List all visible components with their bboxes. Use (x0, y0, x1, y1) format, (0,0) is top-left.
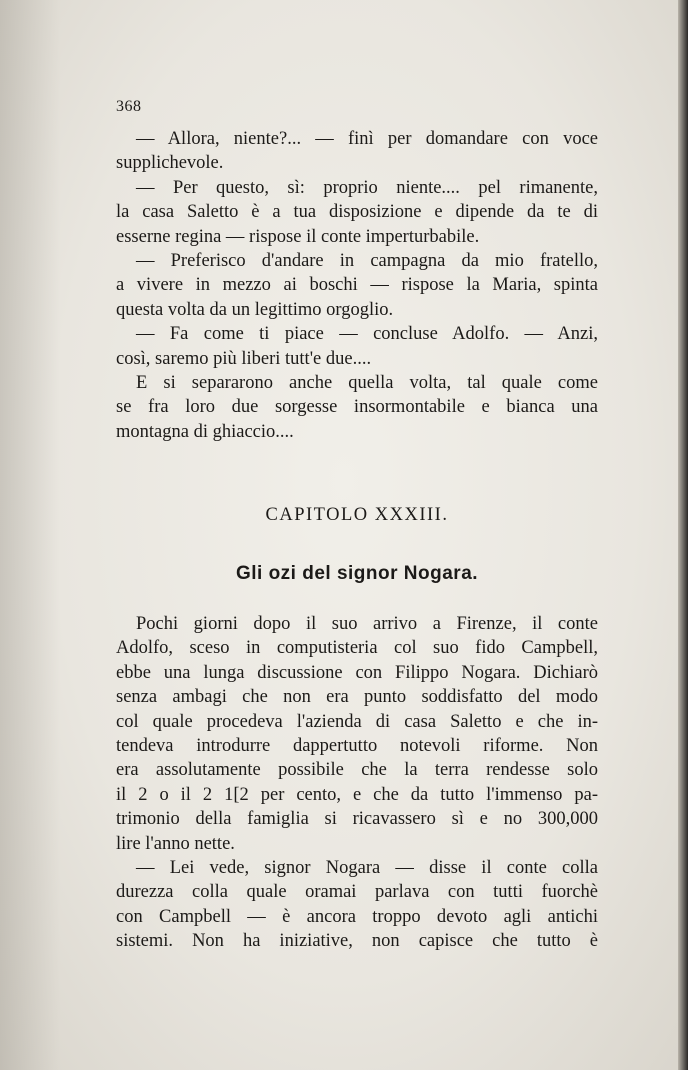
text-line: era assolutamente possibile che la terra rendesse solo (116, 760, 598, 781)
text-line: la casa Saletto è a tua disposizione e dipende da te di (116, 202, 598, 223)
page-number: 368 (116, 98, 142, 115)
text-line: questa volta da un legittimo orgoglio. (116, 299, 394, 320)
text-line: — Lei vede, signor Nogara — disse il conte colla (136, 858, 598, 879)
text-line: ebbe una lunga discussione con Filippo Nogara. Dichiarò (116, 662, 598, 683)
chapter-title: Gli ozi del signor Nogara. (235, 563, 479, 584)
page-left-shadow (0, 0, 60, 1070)
text-line: durezza colla quale oramai parlava con tutti fuorchè (116, 882, 598, 903)
text-line: tendeva introdurre dappertutto notevoli riforme. Non (116, 736, 598, 757)
chapter-heading: CAPITOLO XXXIII. (265, 505, 449, 525)
text-line: col quale procedeva l'azienda di casa Saletto e che in- (116, 711, 598, 732)
text-line: così, saremo più liberi tutt'e due.... (116, 348, 372, 369)
text-line: Pochi giorni dopo il suo arrivo a Firenze, il conte (136, 614, 598, 634)
text-line: lire l'anno nette. (116, 833, 235, 854)
text-line: — Per questo, sì: proprio niente.... pel rimanente, (136, 177, 598, 198)
text-line: supplichevole. (116, 153, 224, 174)
text-line: E si separarono anche quella volta, tal quale come (136, 373, 598, 394)
text-line: con Campbell — è ancora troppo devoto agli antichi (116, 906, 598, 927)
text-line: a vivere in mezzo ai boschi — rispose la Maria, spinta (116, 275, 598, 296)
text-line: sistemi. Non ha iniziative, non capisce che tutto è (116, 931, 598, 952)
text-line: Adolfo, sceso in computisteria col suo fido Campbell, (116, 638, 598, 659)
text-line: — Fa come ti piace — concluse Adolfo. — Anzi, (136, 324, 598, 345)
text-block-chapter-body (116, 612, 598, 954)
text-line: se fra loro due sorgesse insormontabile e bianca una (116, 397, 598, 418)
text-line: esserne regina — rispose il conte imperturbabile. (116, 226, 480, 247)
text-line: il 2 o il 2 1[2 per cento, e che da tutto l'immenso pa- (116, 784, 598, 805)
text-line: montagna di ghiaccio.... (116, 421, 294, 442)
text-line: senza ambagi che non era punto soddisfatto del modo (116, 687, 598, 708)
text-block-dialogue (116, 127, 598, 444)
text-line: — Allora, niente?... — finì per domandare con voce (136, 129, 598, 149)
text-line: trimonio della famiglia si ricavassero sì e no 300,000 (116, 809, 598, 830)
text-line: — Preferisco d'andare in campagna da mio fratello, (136, 251, 598, 272)
page-right-edge (678, 0, 688, 1070)
